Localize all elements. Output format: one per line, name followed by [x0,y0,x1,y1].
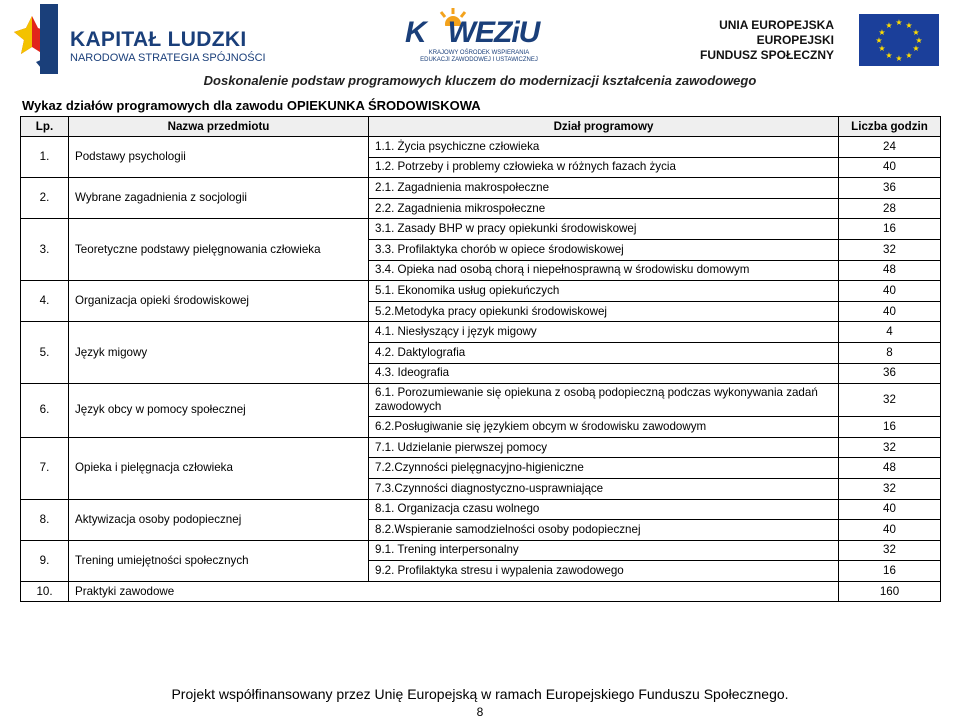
row-subject: Trening umiejętności społecznych [69,540,369,581]
svg-text:★: ★ [878,28,886,37]
row-lp: 4. [21,281,69,322]
program-table [20,116,941,602]
koweziu-subtitle: KRAJOWY OŚRODEK WSPIERANIA EDUKACJI ZAWODOWEJ I USTAWICZNEJ [420,50,538,63]
kapital-ludzki-subtitle: NARODOWA STRATEGIA SPÓJNOŚCI [70,52,266,64]
row-hours: 40 [839,281,941,302]
row-unit: 4.2. Daktylografia [369,342,839,363]
row-unit: 3.1. Zasady BHP w pracy opiekunki środowiskowej [369,219,839,240]
svg-text:★: ★ [915,36,923,45]
table-row [21,281,941,302]
kapital-ludzki-star-icon [6,2,62,76]
row-unit: 8.2.Wspieranie samodzielności osoby podopiecznej [369,520,839,541]
row-subject: Teoretyczne podstawy pielęgnowania człowieka [69,219,369,281]
eu-logo [699,14,944,74]
footer-text: Projekt współfinansowany przez Unię Europejską w ramach Europejskiego Funduszu Społecznego. [171,686,789,702]
row-subject: Język migowy [69,322,369,384]
table-body [21,137,941,602]
row-hours: 40 [839,520,941,541]
header-lp: Lp. [21,117,69,137]
row-hours: 40 [839,157,941,178]
svg-text:★: ★ [895,54,903,63]
svg-text:★: ★ [912,44,920,53]
row-subject: Aktywizacja osoby podopiecznej [69,499,369,540]
row-lp: 1. [21,137,69,178]
row-hours: 32 [839,384,941,417]
row-lp: 7. [21,437,69,499]
row-unit: 7.1. Udzielanie pierwszej pomocy [369,437,839,458]
document-subtitle: Doskonalenie podstaw programowych kluczem do modernizacji kształcenia zawodowego [203,73,757,88]
row-unit: 2.2. Zagadnienia mikrospołeczne [369,198,839,219]
row-hours: 24 [839,137,941,158]
svg-text:★: ★ [912,28,920,37]
table-row [21,499,941,520]
row-unit: 6.2.Posługiwanie się językiem obcym w środowisku zawodowym [369,417,839,438]
row-hours: 4 [839,322,941,343]
eu-text: UNIA EUROPEJSKA EUROPEJSKI FUNDUSZ SPOŁECZNY [699,18,834,62]
row-hours: 16 [839,219,941,240]
row-subject: Język obcy w pomocy społecznej [69,384,369,438]
row-hours: 160 [839,581,941,602]
row-unit: 1.2. Potrzeby i problemy człowieka w różnych fazach życia [369,157,839,178]
koweziu-logo [405,6,545,72]
row-hours: 32 [839,478,941,499]
svg-text:★: ★ [895,18,903,27]
row-hours: 36 [839,363,941,384]
row-unit: 4.1. Niesłyszący i język migowy [369,322,839,343]
row-hours: 32 [839,437,941,458]
svg-text:★: ★ [905,51,913,60]
row-unit: 7.3.Czynności diagnostyczno-usprawniające [369,478,839,499]
row-subject: Opieka i pielęgnacja człowieka [69,437,369,499]
list-title: Wykaz działów programowych dla zawodu OPIEKUNKA ŚRODOWISKOWA [22,98,481,113]
row-hours: 40 [839,301,941,322]
row-lp: 10. [21,581,69,602]
kapital-ludzki-title: KAPITAŁ LUDZKI [70,28,247,51]
row-lp: 5. [21,322,69,384]
row-hours: 8 [839,342,941,363]
row-subject: Podstawy psychologii [69,137,369,178]
row-unit: 3.3. Profilaktyka chorób w opiece środowiskowej [369,239,839,260]
svg-text:★: ★ [905,21,913,30]
table-row [21,437,941,458]
table-header-row [21,117,941,137]
eu-flag-icon [859,14,939,66]
kapital-ludzki-logo [6,2,266,78]
table-row [21,540,941,561]
row-hours: 32 [839,540,941,561]
table-row [21,322,941,343]
row-unit: 1.1. Życia psychiczne człowieka [369,137,839,158]
row-unit: 8.1. Organizacja czasu wolnego [369,499,839,520]
row-unit: 9.2. Profilaktyka stresu i wypalenia zawodowego [369,561,839,582]
row-unit: 9.1. Trening interpersonalny [369,540,839,561]
row-hours: 40 [839,499,941,520]
koweziu-name: K WEZiU [405,16,540,49]
row-subject: Praktyki zawodowe [69,581,839,602]
table-row-final [21,581,941,602]
row-lp: 8. [21,499,69,540]
row-unit: 3.4. Opieka nad osobą chorą i niepełnosprawną w środowisku domowym [369,260,839,281]
table-row [21,178,941,199]
row-lp: 9. [21,540,69,581]
row-unit: 4.3. Ideografia [369,363,839,384]
row-unit: 5.1. Ekonomika usług opiekuńczych [369,281,839,302]
table-row [21,219,941,240]
page-header [0,0,960,80]
row-hours: 32 [839,239,941,260]
header-unit: Dział programowy [369,117,839,137]
table-row [21,384,941,417]
row-lp: 2. [21,178,69,219]
row-unit: 5.2.Metodyka pracy opiekunki środowiskowej [369,301,839,322]
svg-text:★: ★ [885,21,893,30]
row-subject: Wybrane zagadnienia z socjologii [69,178,369,219]
header-subject: Nazwa przedmiotu [69,117,369,137]
row-hours: 36 [839,178,941,199]
svg-text:★: ★ [885,51,893,60]
row-hours: 48 [839,260,941,281]
row-hours: 48 [839,458,941,479]
table-row [21,137,941,158]
row-unit: 6.1. Porozumiewanie się opiekuna z osobą podopieczną podczas wykonywania zadań zawodowych [369,384,839,417]
row-hours: 16 [839,417,941,438]
row-unit: 2.1. Zagadnienia makrospołeczne [369,178,839,199]
svg-text:★: ★ [878,44,886,53]
row-lp: 6. [21,384,69,438]
row-hours: 28 [839,198,941,219]
page-number: 8 [476,705,484,719]
row-lp: 3. [21,219,69,281]
row-hours: 16 [839,561,941,582]
row-unit: 7.2.Czynności pielęgnacyjno-higieniczne [369,458,839,479]
svg-text:★: ★ [875,36,883,45]
header-hours: Liczba godzin [839,117,941,137]
row-subject: Organizacja opieki środowiskowej [69,281,369,322]
